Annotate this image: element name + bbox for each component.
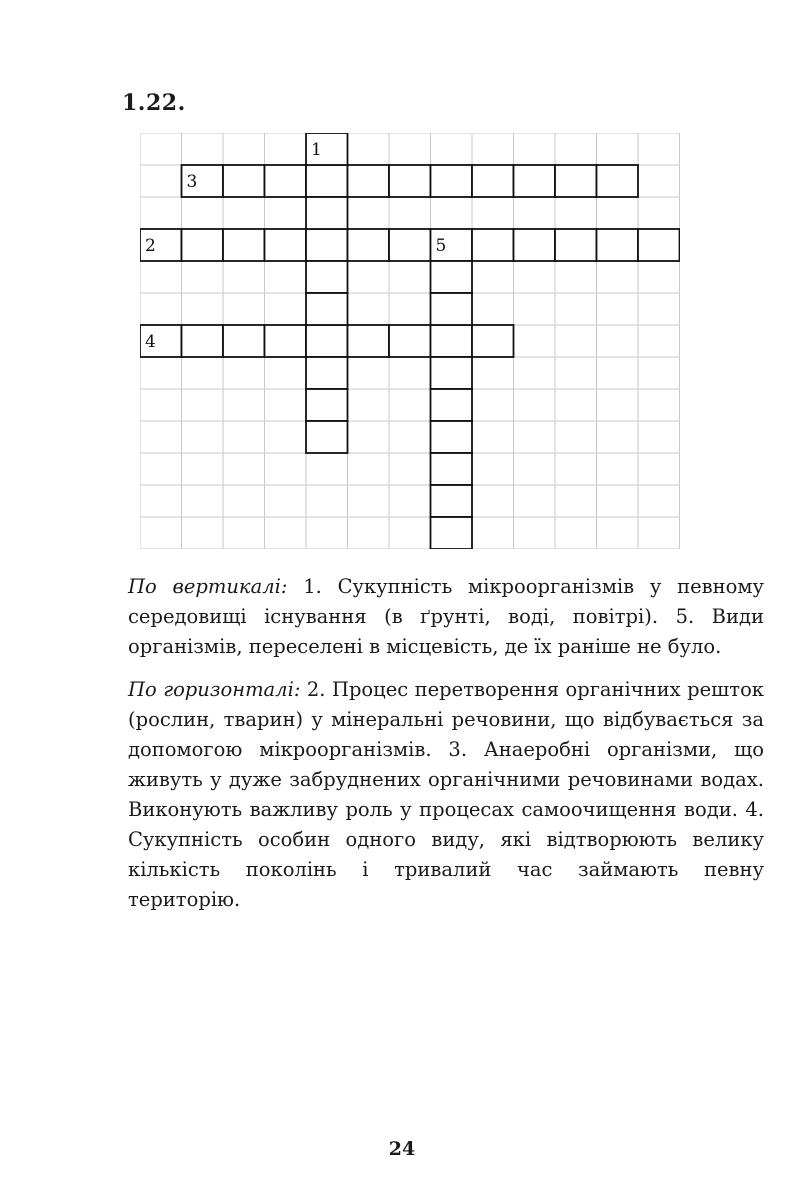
crossword-cell [431, 517, 473, 549]
crossword-cell [514, 165, 556, 197]
crossword-cell [306, 421, 348, 453]
crossword-cell [431, 325, 473, 357]
vertical-clues-text: 1. Сукупність мікроорганізмів у певному середовищі існування (в ґрунті, воді, повітрі). 5. Види організмів, переселені в місцевість, де їх раніше не було. [128, 575, 764, 658]
crossword-cell [265, 229, 307, 261]
crossword-cell [431, 389, 473, 421]
clue-number-1: 1 [311, 140, 322, 160]
crossword-cell [306, 165, 348, 197]
clue-number-2: 2 [145, 236, 156, 256]
horizontal-heading: По горизонталі: [128, 678, 301, 701]
crossword-cell [306, 357, 348, 389]
crossword-cell [182, 229, 224, 261]
crossword-cell [431, 165, 473, 197]
crossword-cell [306, 325, 348, 357]
crossword-cell [348, 229, 390, 261]
crossword-cell [431, 293, 473, 325]
crossword-cell [223, 165, 265, 197]
crossword-cell [431, 421, 473, 453]
crossword-cell [431, 453, 473, 485]
crossword-cell [555, 165, 597, 197]
crossword-cell [472, 165, 514, 197]
crossword-cell [348, 165, 390, 197]
crossword-cell [306, 293, 348, 325]
crossword-cell [306, 197, 348, 229]
crossword-cell [389, 325, 431, 357]
crossword-cell [306, 261, 348, 293]
exercise-number: 1.22. [122, 90, 186, 116]
clue-number-3: 3 [186, 172, 198, 192]
crossword-cell [638, 229, 680, 261]
clue-number-4: 4 [145, 332, 156, 352]
crossword-cell [431, 261, 473, 293]
crossword-cell [514, 229, 556, 261]
clue-number-5: 5 [435, 236, 447, 256]
horizontal-clues-text: 2. Процес перетворення органічних решток (рослин, тварин) у мінеральні речовини, що відбувається за допомогою мікроорганізмів. 3. Анаеробні організми, що живуть у дуже забруднених органічними речовинами водах. Виконують важливу роль у процесах самоочищення води. 4. Сукупність особин одного виду, які відтворюють велику кількість поколінь і тривалий час займають певну територію. [128, 678, 764, 911]
crossword-cell [555, 229, 597, 261]
crossword-cell [597, 229, 639, 261]
crossword-cell [597, 165, 639, 197]
crossword-cell [472, 325, 514, 357]
vertical-heading: По вертикалі: [128, 575, 288, 598]
crossword-cell [182, 325, 224, 357]
crossword-cell [306, 229, 348, 261]
clues-section [128, 572, 764, 928]
crossword-cell [389, 165, 431, 197]
crossword-cell [472, 229, 514, 261]
horizontal-clues [128, 675, 764, 915]
crossword-cell [431, 485, 473, 517]
crossword-cell [431, 357, 473, 389]
crossword-cell [306, 389, 348, 421]
crossword-cell [223, 229, 265, 261]
crossword-cell [348, 325, 390, 357]
crossword-grid [140, 133, 680, 549]
vertical-clues [128, 572, 764, 662]
page-number: 24 [388, 1138, 416, 1160]
crossword-cell [223, 325, 265, 357]
crossword-cell [265, 325, 307, 357]
crossword-cell [265, 165, 307, 197]
crossword-cell [389, 229, 431, 261]
